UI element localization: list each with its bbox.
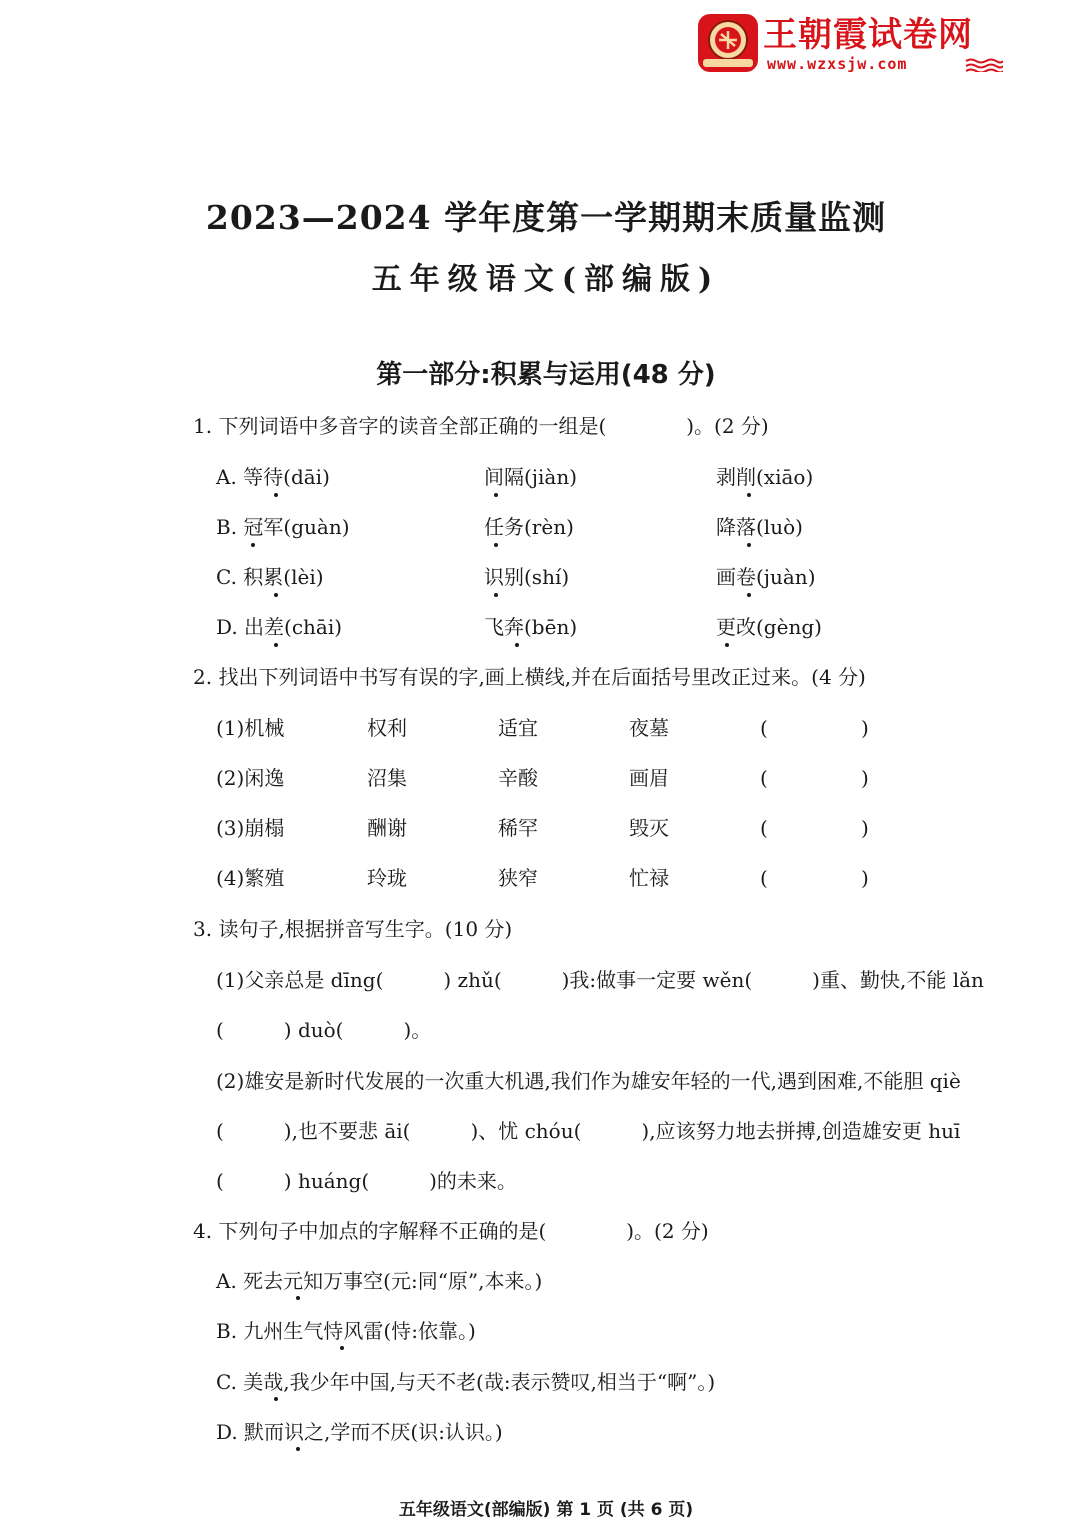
q2-answer-close: ) xyxy=(861,866,869,890)
q2-word: 稀罕 xyxy=(498,816,538,840)
section-heading: 第一部分:积累与运用(48 分) xyxy=(376,360,716,390)
exam-subtitle: 五年级语文(部编版) xyxy=(371,262,721,297)
q2-word: 忙禄 xyxy=(629,866,669,890)
q1-option-b1: B. 冠军(guàn) xyxy=(216,515,350,539)
exam-title: 2023—2024 学年度第一学期期末质量监测 xyxy=(205,198,887,237)
q4-stem: 4. 下列句子中加点的字解释不正确的是( )。(2 分) xyxy=(193,1219,709,1243)
logo-waves-icon xyxy=(965,58,1003,72)
q2-word: 权利 xyxy=(367,716,407,740)
logo-badge-icon xyxy=(697,13,759,73)
q2-answer-open: ( xyxy=(760,716,768,740)
q4-option-b: B. 九州生气恃风雷(恃:依靠。) xyxy=(216,1319,476,1343)
q1-option-d1: D. 出差(chāi) xyxy=(216,615,343,639)
q2-word: (1)机械 xyxy=(216,716,285,740)
q3-line: (1)父亲总是 dīng( ) zhǔ( )我:做事一定要 wěn( )重、勤快,不能 lǎn xyxy=(216,968,984,992)
emphasis-dot xyxy=(747,543,751,547)
emphasis-dot xyxy=(494,493,498,497)
q1-option-a1: A. 等待(dāi) xyxy=(216,465,330,489)
emphasis-dot xyxy=(515,643,519,647)
emphasis-dot xyxy=(274,493,278,497)
q2-answer-open: ( xyxy=(760,866,768,890)
q1-option-d2: 飞奔(bēn) xyxy=(484,615,578,639)
q2-word: 沼集 xyxy=(367,766,407,790)
q2-word: 辛酸 xyxy=(498,766,538,790)
q2-answer-close: ) xyxy=(861,816,869,840)
q3-line: (2)雄安是新时代发展的一次重大机遇,我们作为雄安年轻的一代,遇到困难,不能胆 qiè xyxy=(216,1069,961,1093)
q3-line: ( ),也不要悲 āi( )、忧 chóu( ),应该努力地去拼搏,创造雄安更 huī xyxy=(216,1119,961,1143)
logo-title: 王朝霞试卷网 xyxy=(763,15,973,55)
emphasis-dot xyxy=(274,643,278,647)
q1-option-c1: C. 积累(lèi) xyxy=(216,565,324,589)
q1-option-c3: 画卷(juàn) xyxy=(716,565,816,589)
q1-option-d3: 更改(gèng) xyxy=(716,615,822,639)
q4-option-c: C. 美哉,我少年中国,与天不老(哉:表示赞叹,相当于“啊”。) xyxy=(216,1370,716,1394)
q3-line: ( ) duò( )。 xyxy=(216,1018,432,1042)
emphasis-dot xyxy=(747,493,751,497)
emphasis-dot xyxy=(340,1346,344,1350)
page-footer: 五年级语文(部编版) 第 1 页 (共 6 页) xyxy=(398,1500,694,1520)
logo-url[interactable]: www.wzxsjw.com xyxy=(767,55,908,73)
q2-answer-close: ) xyxy=(861,716,869,740)
q4-option-a: A. 死去元知万事空(元:同“原”,本来。) xyxy=(216,1269,543,1293)
q2-answer-close: ) xyxy=(861,766,869,790)
q1-stem: 1. 下列词语中多音字的读音全部正确的一组是( )。(2 分) xyxy=(193,414,769,438)
q1-option-c2: 识别(shí) xyxy=(484,565,570,589)
q2-word: (4)繁殖 xyxy=(216,866,285,890)
emphasis-dot xyxy=(274,593,278,597)
emphasis-dot xyxy=(296,1296,300,1300)
q2-word: 画眉 xyxy=(629,766,669,790)
site-logo xyxy=(697,13,1009,73)
q2-stem: 2. 找出下列词语中书写有误的字,画上横线,并在后面括号里改正过来。(4 分) xyxy=(193,665,866,689)
q2-word: (3)崩榻 xyxy=(216,816,285,840)
q2-word: 夜墓 xyxy=(629,716,669,740)
q2-word: 毁灭 xyxy=(629,816,669,840)
q2-word: 狭窄 xyxy=(498,866,538,890)
q2-answer-open: ( xyxy=(760,766,768,790)
emphasis-dot xyxy=(251,543,255,547)
q1-option-b3: 降落(luò) xyxy=(716,515,803,539)
q1-option-a3: 剥削(xiāo) xyxy=(716,465,814,489)
emphasis-dot xyxy=(725,643,729,647)
q3-line: ( ) huáng( )的未来。 xyxy=(216,1169,517,1193)
emphasis-dot xyxy=(296,1447,300,1451)
q3-stem: 3. 读句子,根据拼音写生字。(10 分) xyxy=(193,917,513,941)
q2-word: (2)闲逸 xyxy=(216,766,285,790)
emphasis-dot xyxy=(494,593,498,597)
q4-option-d: D. 默而识之,学而不厌(识:认识。) xyxy=(216,1420,503,1444)
q2-word: 玲珑 xyxy=(367,866,407,890)
emphasis-dot xyxy=(274,1397,278,1401)
emphasis-dot xyxy=(494,543,498,547)
q2-answer-open: ( xyxy=(760,816,768,840)
q2-word: 酬谢 xyxy=(367,816,407,840)
q1-option-a2: 间隔(jiàn) xyxy=(484,465,578,489)
emphasis-dot xyxy=(747,593,751,597)
q1-option-b2: 任务(rèn) xyxy=(484,515,574,539)
q2-word: 适宜 xyxy=(498,716,538,740)
